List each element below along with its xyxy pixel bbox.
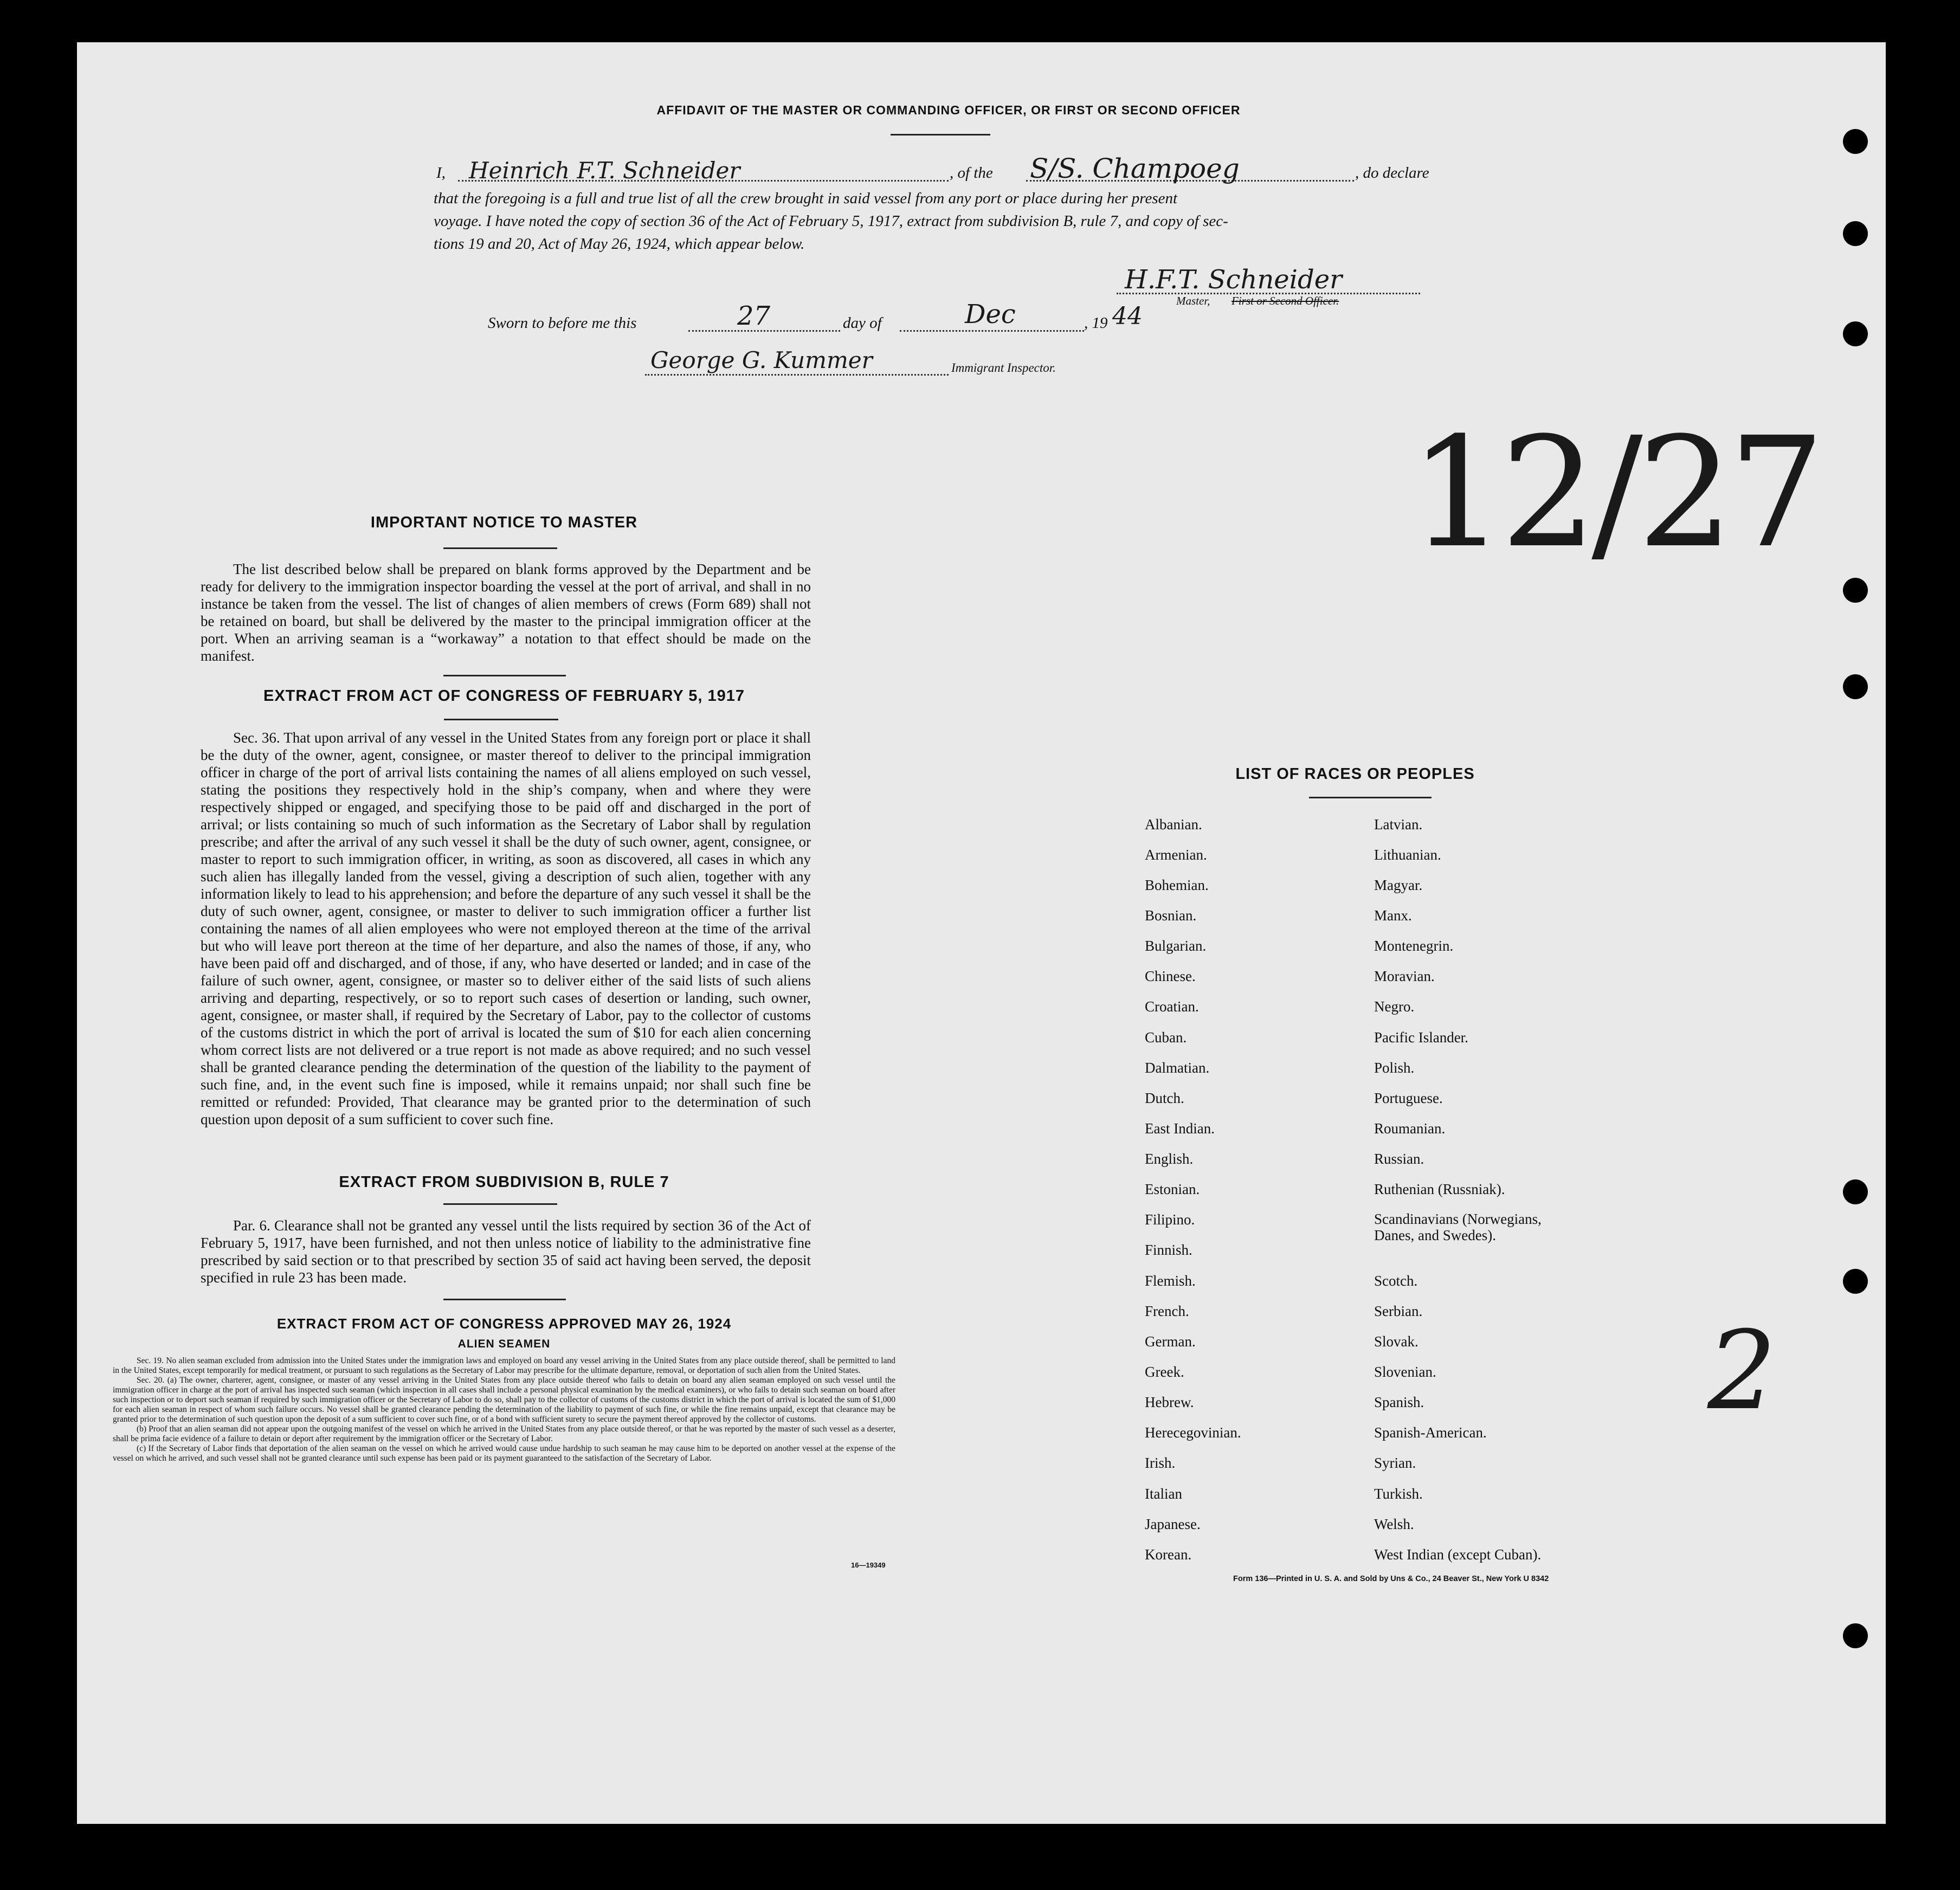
extract-rule7-title: EXTRACT FROM SUBDIVISION B, RULE 7: [339, 1173, 669, 1191]
race-item: Bohemian.: [1145, 877, 1209, 893]
notice-text: The list described below shall be prepared on blank forms approved by the Department and be ready for delivery to the immigration inspector boarding the vessel at the port of arrival, and shall in no instance be taken from the vessel. The list of changes of alien members of crews (Form 689) shall not be retained on board, but shall be delivered by the master to the principal immigration officer at the port. When an arriving seaman is a “workaway” a notation to that effect should be made on the manifest.: [201, 561, 811, 664]
sworn-text: Sworn to before me this: [488, 314, 637, 332]
race-item: English.: [1145, 1151, 1194, 1167]
race-item: Croatian.: [1145, 998, 1199, 1015]
race-item: Manx.: [1374, 907, 1412, 924]
race-item: Moravian.: [1374, 968, 1435, 984]
extract-rule7-rule: [443, 1203, 557, 1205]
punch-hole: [1843, 1623, 1868, 1648]
notice-title: IMPORTANT NOTICE TO MASTER: [370, 514, 638, 531]
race-item: Estonian.: [1145, 1181, 1200, 1197]
extract-1924-title: EXTRACT FROM ACT OF CONGRESS APPROVED MAY 26, 1924: [276, 1315, 732, 1332]
form-code: 16—19349: [851, 1561, 886, 1569]
extract-1924-text-block: [113, 1356, 895, 1463]
race-item: West Indian (except Cuban).: [1374, 1546, 1542, 1563]
extract-1924-sec20b: (b) Proof that an alien seaman did not appear upon the outgoing manifest of the vessel on which he arrived in the United States from any place outside thereof, or that he was reported by the master of such vessel as a deserter, shall be prima facie evidence of a failure to detain or deport after requirement by the immigration officer or the Secretary of Labor.: [113, 1424, 895, 1443]
race-item: Scotch.: [1374, 1273, 1418, 1289]
sworn-year-handwritten: 44: [1112, 302, 1143, 330]
punch-hole: [1843, 1179, 1868, 1204]
affidavit-do-declare: , do declare: [1355, 164, 1429, 182]
race-item: Bosnian.: [1145, 907, 1197, 924]
race-item: Hebrew.: [1145, 1394, 1194, 1410]
race-item: Italian: [1145, 1486, 1182, 1502]
extract-1917-text: Sec. 36. That upon arrival of any vessel in the United States from any foreign port or place it shall be the duty of the owner, agent, consignee, or master thereof to deliver to the principal immigration officer in charge of the port of arrival lists containing the names of all aliens employed on such vessel, stating the positions they respectively hold in the ship’s company, when and where they were respectively shipped or engaged, and specifying those to be paid off and discharged in the port of arrival; or lists containing so much of such information as the Secretary of Labor shall by regulation prescribe; and after the arrival of any such vessel it shall be the duty of such owner, agent, consignee, or master to report to such immigration officer, in writing, as soon as discovered, all cases in which any such alien has illegally landed from the vessel, giving a description of such alien, together with any information likely to lead to his apprehension; and before the departure of any such vessel it shall be the duty of such owner, agent, consignee, or master to deliver to such immigration officer a further list containing the names of all alien employees who were not employed thereon at the time of the arrival but who will leave port thereon at the time of her departure, and also the names of those, if any, who have been paid off and discharged, and of those, if any, who have deserted or landed; and in case of the failure of such owner, agent, consignee, or master so to deliver either of the said lists of such aliens arriving and departing, respectively, or so to report such cases of desertion or landing, such owner, agent, consignee, or master shall, if required by the Secretary of Labor, pay to the collector of customs of the customs district in which the port of arrival is located the sum of $10 for each alien concerning whom correct lists are not delivered or a true report is not made as above required; and no such vessel shall be granted clearance pending the determination of the question of the liability to the payment of such fine, and, in the event such fine is imposed, while it remains unpaid; nor shall such fine be remitted or refunded: Provided, That clearance may be granted prior to the determination of such question upon deposit of a sum sufficient to cover such fine.: [201, 730, 811, 1127]
extract-rule7-bottom-rule: [443, 1299, 566, 1300]
affidavit-title: AFFIDAVIT OF THE MASTER OR COMMANDING OFFICER, OR FIRST OR SECOND OFFICER: [656, 103, 1241, 117]
race-item: Herecegovinian.: [1145, 1424, 1241, 1441]
title-rule: [891, 134, 990, 136]
race-item: Irish.: [1145, 1455, 1176, 1471]
race-item: Armenian.: [1145, 847, 1207, 863]
race-item: Spanish.: [1374, 1394, 1424, 1410]
race-item: Chinese.: [1145, 968, 1196, 984]
extract-1924-sec19: Sec. 19. No alien seaman excluded from admission into the United States under the immigration laws and employed on board any vessel arriving in the United States from any place outside thereof, shall be permitted to land in the United States, except temporarily for medical treatment, or pursuant to such regulations as the Secretary of Labor may prescribe for the ultimate departure, removal, or deportation of such alien from the United States.: [113, 1356, 895, 1375]
race-item: Bulgarian.: [1145, 938, 1207, 954]
race-item: French.: [1145, 1303, 1189, 1319]
affidavit-i: I,: [436, 164, 446, 182]
race-item: Magyar.: [1374, 877, 1423, 893]
race-item: Flemish.: [1145, 1273, 1196, 1289]
signature-caption-struck: First or Second Officer.: [1232, 294, 1339, 307]
punch-hole: [1843, 129, 1868, 154]
race-item: Cuban.: [1145, 1029, 1187, 1046]
extract-1917-text-block: [201, 729, 811, 1128]
race-item: Albanian.: [1145, 816, 1202, 833]
master-name-handwritten: Heinrich F.T. Schneider: [469, 157, 740, 184]
inspector-signature: George G. Kummer: [650, 347, 873, 373]
race-item: Spanish-American.: [1374, 1424, 1487, 1441]
race-item: Pacific Islander.: [1374, 1029, 1468, 1046]
extract-rule7-text: Par. 6. Clearance shall not be granted any vessel until the lists required by section 36 of the Act of February 5, 1917, have been furnished, and not then unless notice of liability to the administrative fine prescribed by said section or to that prescribed by section 35 of said act having been served, the deposit specified in rule 23 has been made.: [201, 1217, 811, 1286]
notice-text-block: [201, 560, 811, 665]
extract-1924-sec20c: (c) If the Secretary of Labor finds that deportation of the alien seaman on the vessel on which he arrived would cause undue hardship to such seaman he may cause him to be deported on another vessel at the expense of the vessel on which he arrived, and such vessel shall not be granted clearance until such expense has been paid or its payment guaranteed to the satisfaction of the Secretary of Labor.: [113, 1444, 895, 1463]
extract-1924-sec20a: Sec. 20. (a) The owner, charterer, agent, consignee, or master of any vessel arriving in the United States from any place outside thereof who fails to detain on board any alien seaman employed on such vessel until the immigration officer in charge at the port of arrival has inspected such seaman (which inspection in all cases shall include a personal physical examination by the medical examiners), or who fails to detain such seaman on board after such inspection or to deport such seaman if required by such immigration officer or the Secretary of Labor to do so, shall pay to the collector of customs of the customs district in which the port of arrival is located the sum of $1,000 for each alien seaman in respect of whom such failure occurs. No vessel shall be granted clearance pending the determination of the liability to payment of such fine, or while the fine remains unpaid, except that clearance may be granted prior to the determination of such question upon the deposit of a sum sufficient to cover such fine, or of a bond with sufficient surety to secure the payment thereof approved by the collector of customs.: [113, 1376, 895, 1424]
race-item: Russian.: [1374, 1151, 1424, 1167]
affidavit-of-the: , of the: [950, 164, 993, 182]
race-item: Korean.: [1145, 1546, 1192, 1563]
notice-bottom-rule: [443, 675, 566, 676]
day-of-text: day of: [843, 314, 882, 332]
race-item: Polish.: [1374, 1060, 1415, 1076]
race-item: Syrian.: [1374, 1455, 1416, 1471]
printer-footer: Form 136—Printed in U. S. A. and Sold by Uns & Co., 24 Beaver St., New York U 8342: [1233, 1575, 1549, 1583]
race-item: Japanese.: [1145, 1516, 1201, 1532]
punch-hole: [1843, 1269, 1868, 1294]
handwritten-annotation-number: 12/27: [1409, 405, 1820, 582]
race-item: Slovenian.: [1374, 1364, 1436, 1380]
inspector-caption: Immigrant Inspector.: [951, 361, 1056, 375]
signature-caption-master: Master,: [1176, 294, 1210, 307]
extract-1924-subtitle: ALIEN SEAMEN: [457, 1338, 551, 1350]
notice-rule: [443, 547, 557, 549]
race-item: Scandinavians (Norwegians, Danes, and Swedes).: [1374, 1211, 1542, 1243]
punch-hole: [1843, 221, 1868, 246]
sworn-month-line: [900, 330, 1084, 332]
punch-hole: [1843, 674, 1868, 699]
punch-hole: [1843, 321, 1868, 346]
handwritten-annotation-mark: 2: [1707, 1308, 1777, 1434]
race-item: Latvian.: [1374, 816, 1423, 833]
race-item: Greek.: [1145, 1364, 1184, 1380]
races-title: LIST OF RACES OR PEOPLES: [1235, 765, 1475, 783]
race-item: Roumanian.: [1374, 1120, 1446, 1137]
race-item: Ruthenian (Russniak).: [1374, 1181, 1505, 1197]
race-item: Slovak.: [1374, 1333, 1419, 1350]
affidavit-line-2: that the foregoing is a full and true list of all the crew brought in said vessel from any port or place during her present: [434, 190, 1178, 207]
races-rule: [1309, 797, 1432, 798]
sworn-day-handwritten: 27: [737, 301, 771, 331]
affidavit-line-4: tions 19 and 20, Act of May 26, 1924, which appear below.: [434, 235, 805, 253]
race-item: Montenegrin.: [1374, 938, 1454, 954]
race-item: Welsh.: [1374, 1516, 1414, 1532]
affidavit-line-3: voyage. I have noted the copy of section 36 of the Act of February 5, 1917, extract from subdivision B, rule 7, and copy of sec-: [434, 212, 1228, 230]
race-item: Portuguese.: [1374, 1090, 1443, 1106]
vessel-name-handwritten: S/S. Champoeg: [1030, 153, 1240, 184]
sworn-month-handwritten: Dec: [965, 299, 1016, 330]
year-prefix: , 19: [1084, 314, 1108, 332]
race-item: Turkish.: [1374, 1486, 1423, 1502]
extract-rule7-text-block: [201, 1217, 811, 1286]
race-item: Filipino.: [1145, 1211, 1195, 1228]
extract-1917-rule: [444, 719, 558, 720]
master-signature: H.F.T. Schneider: [1125, 265, 1343, 295]
race-item: East Indian.: [1145, 1120, 1215, 1137]
race-item: Serbian.: [1374, 1303, 1423, 1319]
race-item: Dalmatian.: [1145, 1060, 1210, 1076]
extract-1917-title: EXTRACT FROM ACT OF CONGRESS OF FEBRUARY 5, 1917: [263, 687, 745, 705]
race-item: Lithuanian.: [1374, 847, 1441, 863]
race-item: Finnish.: [1145, 1242, 1192, 1258]
race-item: German.: [1145, 1333, 1196, 1350]
race-item: Negro.: [1374, 998, 1415, 1015]
punch-hole: [1843, 578, 1868, 603]
race-item: Dutch.: [1145, 1090, 1184, 1106]
inspector-line: [645, 374, 949, 376]
